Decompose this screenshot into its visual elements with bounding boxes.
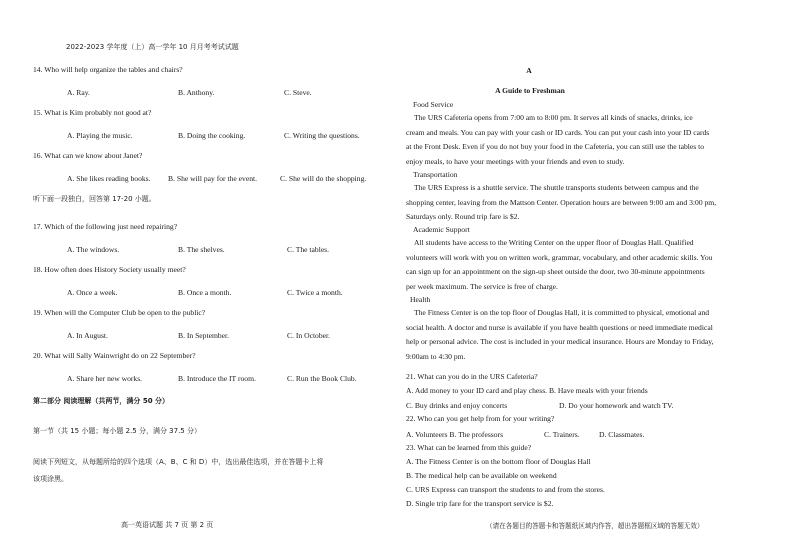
q20-stem: 20. What will Sally Wainwright do on 22 September? xyxy=(33,351,196,360)
footer-answer-notice: （请在各题目的答题卡和答题纸区域内作答，超出答题框区域的答题无效） xyxy=(486,522,704,530)
food-line: cream and meals. You can pay with your cash or ID cards. You can put your cash into your ID cards xyxy=(406,127,710,137)
q16-option-a: A. She likes reading books. xyxy=(67,174,151,183)
health-line: 9:00am to 4:30 pm. xyxy=(406,351,466,361)
q16-option-c: C. She will do the shopping. xyxy=(280,174,367,183)
reading-directions-line2: 该项涂黑。 xyxy=(33,475,68,483)
transport-heading: Transportation xyxy=(413,170,458,179)
food-line: at the Front Desk. Even if you do not buy your food in the Cafeteria, you can still use the tables to xyxy=(406,142,704,151)
academic-line: can sign up for an appointment on the sign-up sheet outside the door, two 30-minute appointments xyxy=(406,267,705,276)
food-line: enjoy meals, to have your meetings with your friends and even to study. xyxy=(406,156,625,166)
q21-options-line1: A. Add money to your ID card and play chess. B. Have meals with your friends xyxy=(406,386,648,395)
q23-option-c: C. URS Express can transport the students to and from the stores. xyxy=(406,485,605,494)
q15-stem: 15. What is Kim probably not good at? xyxy=(33,108,152,117)
q19-stem: 19. When will the Computer Club be open to the public? xyxy=(33,308,206,317)
q14-option-c: C. Steve. xyxy=(284,88,312,97)
food-heading: Food Service xyxy=(413,100,454,109)
q14-option-a: A. Ray. xyxy=(67,88,90,97)
q23-option-b: B. The medical help can be available on weekend xyxy=(406,471,557,480)
q14-option-b: B. Anthony. xyxy=(178,88,215,97)
q17-option-b: B. The shelves. xyxy=(178,245,225,254)
q19-option-b: B. In September. xyxy=(178,331,230,340)
q21-option-d: D. Do your homework and watch TV. xyxy=(559,401,674,410)
health-paragraph xyxy=(406,306,736,364)
q17-stem: 17. Which of the following just need repairing? xyxy=(33,222,178,231)
q18-stem: 18. How often does History Society usually meet? xyxy=(33,265,186,274)
q22-option-c: C. Trainers. xyxy=(544,430,580,439)
academic-line: per week maximum. The service is free of charge. xyxy=(406,281,558,291)
page-title: 2022-2023 学年度（上）高一学年 10 月月考考试试题 xyxy=(66,43,239,51)
footer-page-info: 高一英语试题 共 7 页 第 2 页 xyxy=(121,521,214,529)
q18-option-a: A. Once a week. xyxy=(67,288,118,297)
q15-option-b: B. Doing the cooking. xyxy=(178,131,246,140)
transport-paragraph xyxy=(406,181,736,225)
q20-option-b: B. Introduce the IT room. xyxy=(178,374,256,383)
q23-stem: 23. What can be learned from this guide? xyxy=(406,443,532,452)
q21-option-c: C. Buy drinks and enjoy concerts xyxy=(406,401,508,410)
passage-title: A Guide to Freshman xyxy=(495,86,565,95)
food-line: The URS Cafeteria opens from 7:00 am to 8:00 pm. It serves all kinds of snacks, drinks, ice xyxy=(414,113,693,122)
health-line: help or personal advice. The cost is included in your medical insurance. Hours are Monday to Friday, xyxy=(406,337,714,346)
q22-stem: 22. Who can you get help from for your writing? xyxy=(406,414,555,423)
q18-option-b: B. Once a month. xyxy=(178,288,232,297)
transport-line: Saturdays only. Round trip fare is $2. xyxy=(406,212,520,221)
q21-stem: 21. What can you do in the URS Cafeteria? xyxy=(406,372,538,381)
q15-option-a: A. Playing the music. xyxy=(67,131,133,140)
q20-option-c: C. Run the Book Club. xyxy=(287,374,357,383)
academic-heading: Academic Support xyxy=(413,225,470,234)
academic-paragraph xyxy=(406,236,736,294)
reading-directions-line1: 阅读下列短文，从每题所给的四个选项（A、B、C 和 D）中，选出最佳选项，并在答题卡上将 xyxy=(33,458,324,466)
q22-option-d: D. Classmates. xyxy=(599,430,645,439)
q23-option-d: D. Single trip fare for the transport service is $2. xyxy=(406,499,554,508)
q23-option-a: A. The Fitness Center is on the bottom floor of Douglas Hall xyxy=(406,457,591,466)
academic-line: All students have access to the Writing Center on the upper floor of Douglas Hall. Qualified xyxy=(414,238,694,247)
instruction-17-20: 听下面一段独白，回答第 17-20 小题。 xyxy=(33,195,156,203)
transport-line: shopping center, leaving from the Mattson Center. Operation hours are between 9:00 am and 3:00 pm, xyxy=(406,197,717,207)
passage-letter: A xyxy=(526,66,532,75)
q22-option-ab: A. Volunteers B. The professors xyxy=(406,430,504,439)
health-line: social health. A doctor and nurse is available if you have health questions or need immediate medical xyxy=(406,322,713,332)
q20-option-a: A. Share her new works. xyxy=(67,374,143,383)
health-heading: Health xyxy=(410,295,431,304)
academic-line: volunteers will work with you on written work, grammar, vocabulary, and other academic skills. You xyxy=(406,252,713,262)
health-line: The Fitness Center is on the top floor of Douglas Hall, it is committed to physical, emotional and xyxy=(414,308,710,317)
part2-heading: 第二部分 阅读理解（共两节，满分 50 分） xyxy=(33,397,170,405)
q14-stem: 14. Who will help organize the tables and chairs? xyxy=(33,65,183,74)
q19-option-a: A. In August. xyxy=(67,331,108,340)
transport-line: The URS Express is a shuttle service. The shuttle transports students between campus and the xyxy=(414,183,699,192)
q16-option-b: B. She will pay for the event. xyxy=(168,174,257,183)
q17-option-c: C. The tables. xyxy=(287,245,330,254)
q17-option-a: A. The windows. xyxy=(67,245,120,254)
q18-option-c: C. Twice a month. xyxy=(287,288,343,297)
q15-option-c: C. Writing the questions. xyxy=(284,131,360,140)
food-paragraph xyxy=(406,111,736,169)
section1-heading: 第一节（共 15 小题；每小题 2.5 分，满分 37.5 分） xyxy=(33,427,201,435)
q16-stem: 16. What can we know about Janet? xyxy=(33,151,143,160)
q19-option-c: C. In October. xyxy=(287,331,331,340)
